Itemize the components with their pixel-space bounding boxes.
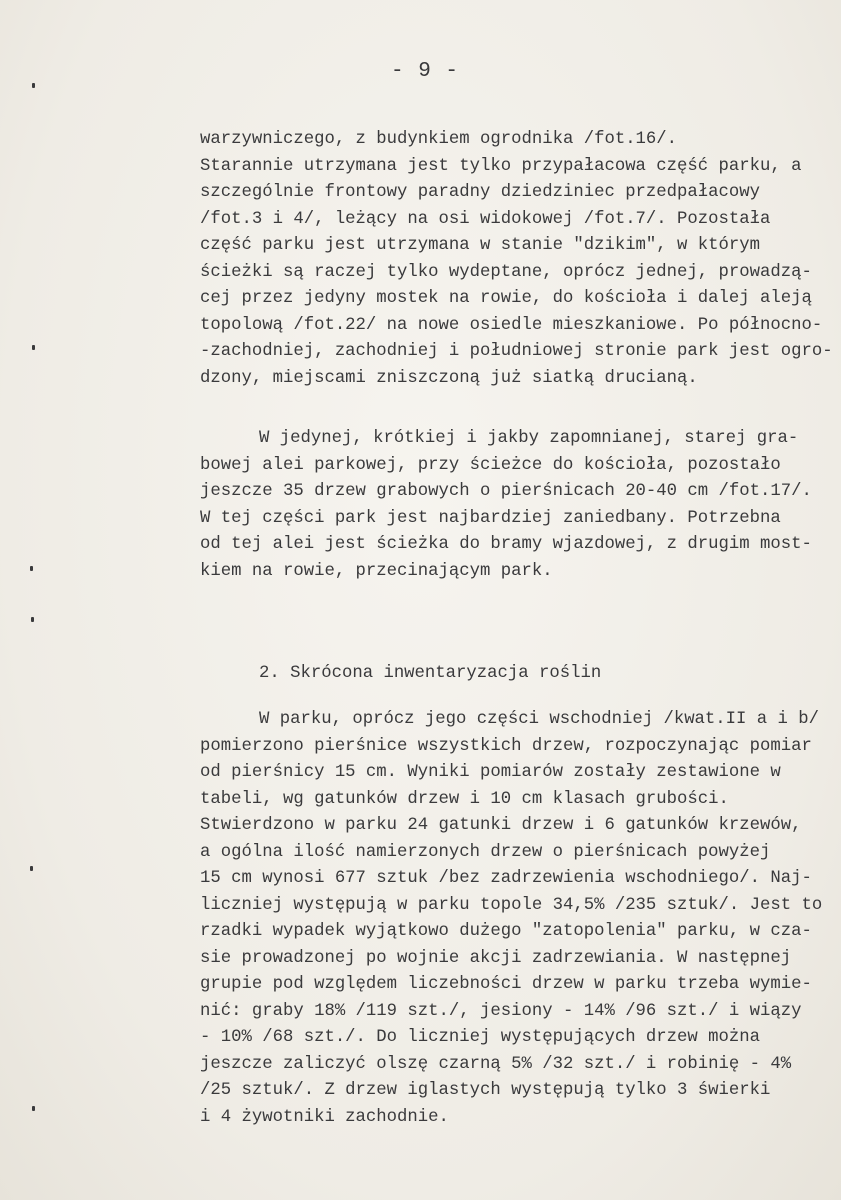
text-line: /fot.3 i 4/, leżący na osi widokowej /fot.7/. Pozostała [200, 210, 771, 229]
text-line: warzywniczego, z budynkiem ogrodnika /fot.16/. [200, 130, 678, 149]
margin-mark [31, 617, 34, 622]
text-line: cej przez jedyny mostek na rowie, do kościoła i dalej aleją [200, 289, 812, 308]
text-line: topolową /fot.22/ na nowe osiedle mieszkaniowe. Po północno- [200, 316, 823, 335]
text-line: od tej alei jest ścieżka do bramy wjazdowej, z drugim most- [200, 535, 812, 554]
text-line: pomierzono pierśnice wszystkich drzew, rozpoczynając pomiar [200, 737, 812, 756]
section-heading: 2. Skrócona inwentaryzacja roślin [259, 664, 602, 683]
text-line: szczególnie frontowy paradny dziedziniec przedpałacowy [200, 183, 761, 202]
text-line: jeszcze 35 drzew grabowych o pierśnicach 20-40 cm /fot.17/. [200, 482, 812, 501]
text-line: sie prowadzonej po wojnie akcji zadrzewiania. W następnej [200, 949, 792, 968]
text-line: i 4 żywotniki zachodnie. [200, 1108, 449, 1127]
text-line: /25 sztuk/. Z drzew iglastych występują tylko 3 świerki [200, 1081, 771, 1100]
text-line: rzadki wypadek wyjątkowo dużego "zatopolenia" parku, w cza- [200, 922, 812, 941]
text-line: W jedynej, krótkiej i jakby zapomnianej, starej gra- [259, 429, 799, 448]
text-line: część parku jest utrzymana w stanie "dzikim", w którym [200, 236, 761, 255]
text-line: liczniej występują w parku topole 34,5% /235 sztuk/. Jest to [200, 896, 823, 915]
text-line: W tej części park jest najbardziej zaniedbany. Potrzebna [200, 509, 781, 528]
text-line: Stwierdzono w parku 24 gatunki drzew i 6 gatunków krzewów, [200, 816, 802, 835]
text-line: grupie pod względem liczebności drzew w parku trzeba wymie- [200, 975, 812, 994]
margin-mark [30, 866, 33, 871]
text-line: ścieżki są raczej tylko wydeptane, oprócz jednej, prowadzą- [200, 263, 812, 282]
text-line: nić: graby 18% /119 szt./, jesiony - 14% /96 szt./ i wiązy [200, 1002, 802, 1021]
page-number: - 9 - [390, 60, 459, 83]
text-line: - 10% /68 szt./. Do liczniej występujących drzew można [200, 1028, 761, 1047]
text-line: 15 cm wynosi 677 sztuk /bez zadrzewienia wschodniego/. Naj- [200, 869, 812, 888]
text-line: W parku, oprócz jego części wschodniej /kwat.II a i b/ [259, 710, 820, 729]
text-line: jeszcze zaliczyć olszę czarną 5% /32 szt./ i robinię - 4% [200, 1055, 792, 1074]
text-line: dzony, miejscami zniszczoną już siatką drucianą. [200, 369, 698, 388]
text-line: -zachodniej, zachodniej i południowej stronie park jest ogro- [200, 342, 833, 361]
margin-mark [30, 566, 33, 571]
margin-mark [32, 1106, 35, 1111]
text-line: Starannie utrzymana jest tylko przypałacowa część parku, a [200, 157, 802, 176]
text-line: tabeli, wg gatunków drzew i 10 cm klasach grubości. [200, 790, 729, 809]
text-line: od pierśnicy 15 cm. Wyniki pomiarów zostały zestawione w [200, 763, 781, 782]
text-line: bowej alei parkowej, przy ścieżce do kościoła, pozostało [200, 456, 781, 475]
text-line: kiem na rowie, przecinającym park. [200, 562, 553, 581]
margin-mark [32, 345, 35, 350]
margin-mark [32, 83, 35, 88]
text-line: a ogólna ilość namierzonych drzew o pierśnicach powyżej [200, 843, 771, 862]
